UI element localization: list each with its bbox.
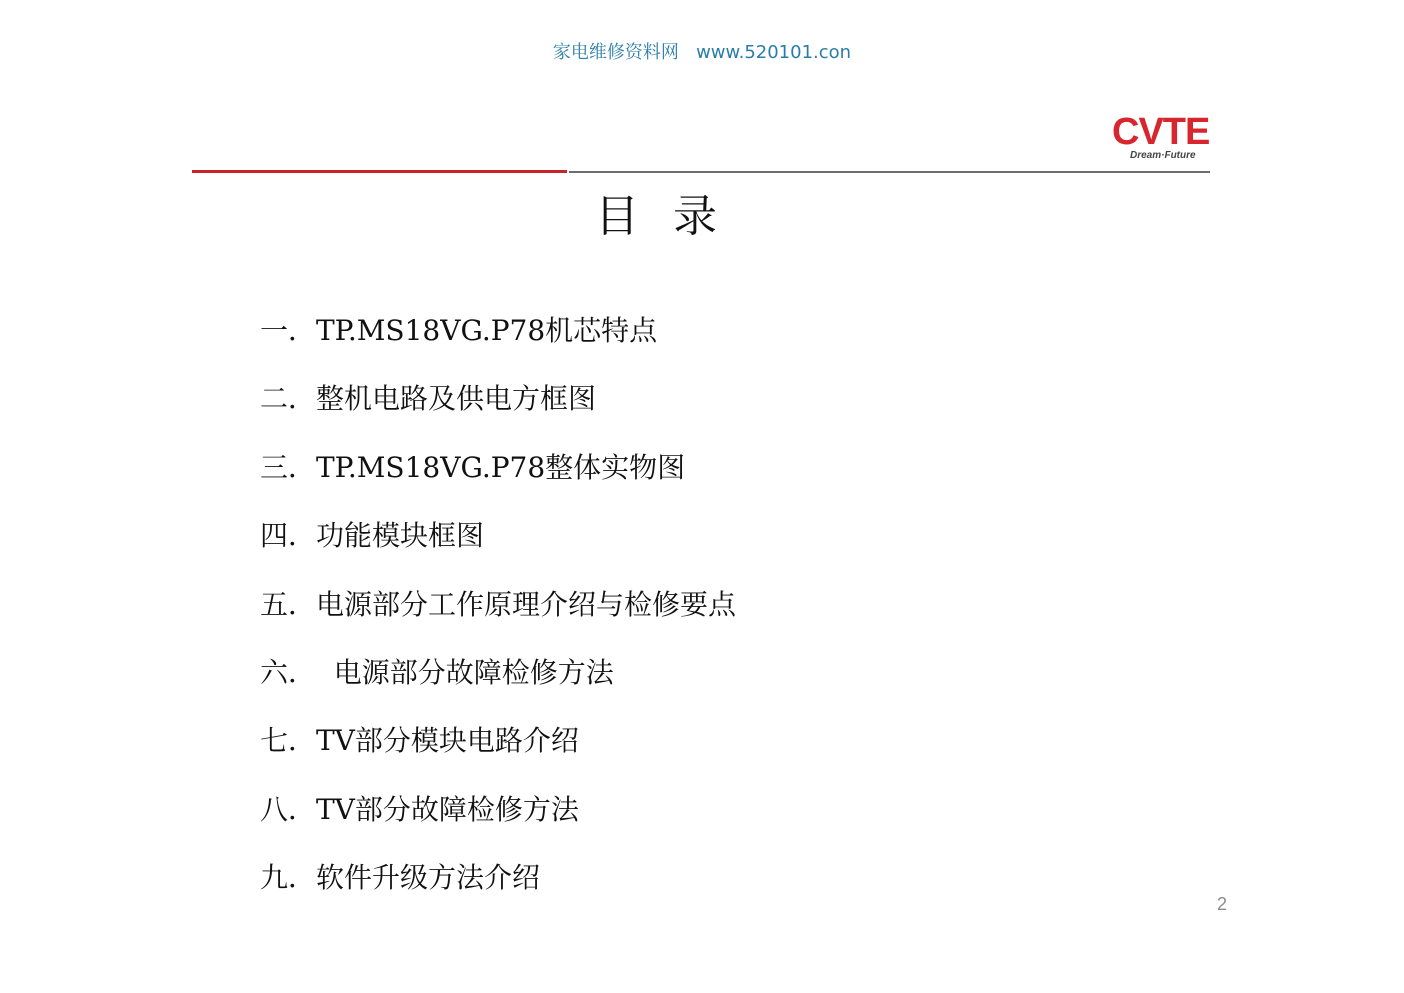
- watermark-text: 家电维修资料网 www.520101.con: [552, 42, 852, 63]
- header-rule-red: [192, 170, 567, 173]
- page-title: 目 录: [595, 191, 719, 242]
- toc-item: 五．电源部分工作原理介绍与检修要点: [260, 587, 737, 621]
- toc-item: 三．TP.MS18VG.P78整体实物图: [260, 450, 686, 484]
- logo-tagline: Dream·Future: [1130, 150, 1196, 161]
- table-of-contents: [260, 310, 1160, 926]
- toc-item: 九．软件升级方法介绍: [260, 861, 541, 895]
- toc-item: 七．TV部分模块电路介绍: [260, 724, 579, 758]
- page-number: 2: [1217, 894, 1228, 914]
- logo-mark: CVTE: [1112, 111, 1210, 153]
- toc-item: 六． 电源部分故障检修方法: [260, 655, 614, 689]
- header-rule-gray: [569, 171, 1210, 173]
- toc-item: 八．TV部分故障检修方法: [260, 792, 579, 826]
- toc-item: 二．整机电路及供电方框图: [260, 382, 597, 416]
- cvte-logo: [1112, 112, 1216, 164]
- toc-item: 一．TP.MS18VG.P78机芯特点: [260, 314, 658, 347]
- toc-item: 四．功能模块框图: [260, 519, 485, 553]
